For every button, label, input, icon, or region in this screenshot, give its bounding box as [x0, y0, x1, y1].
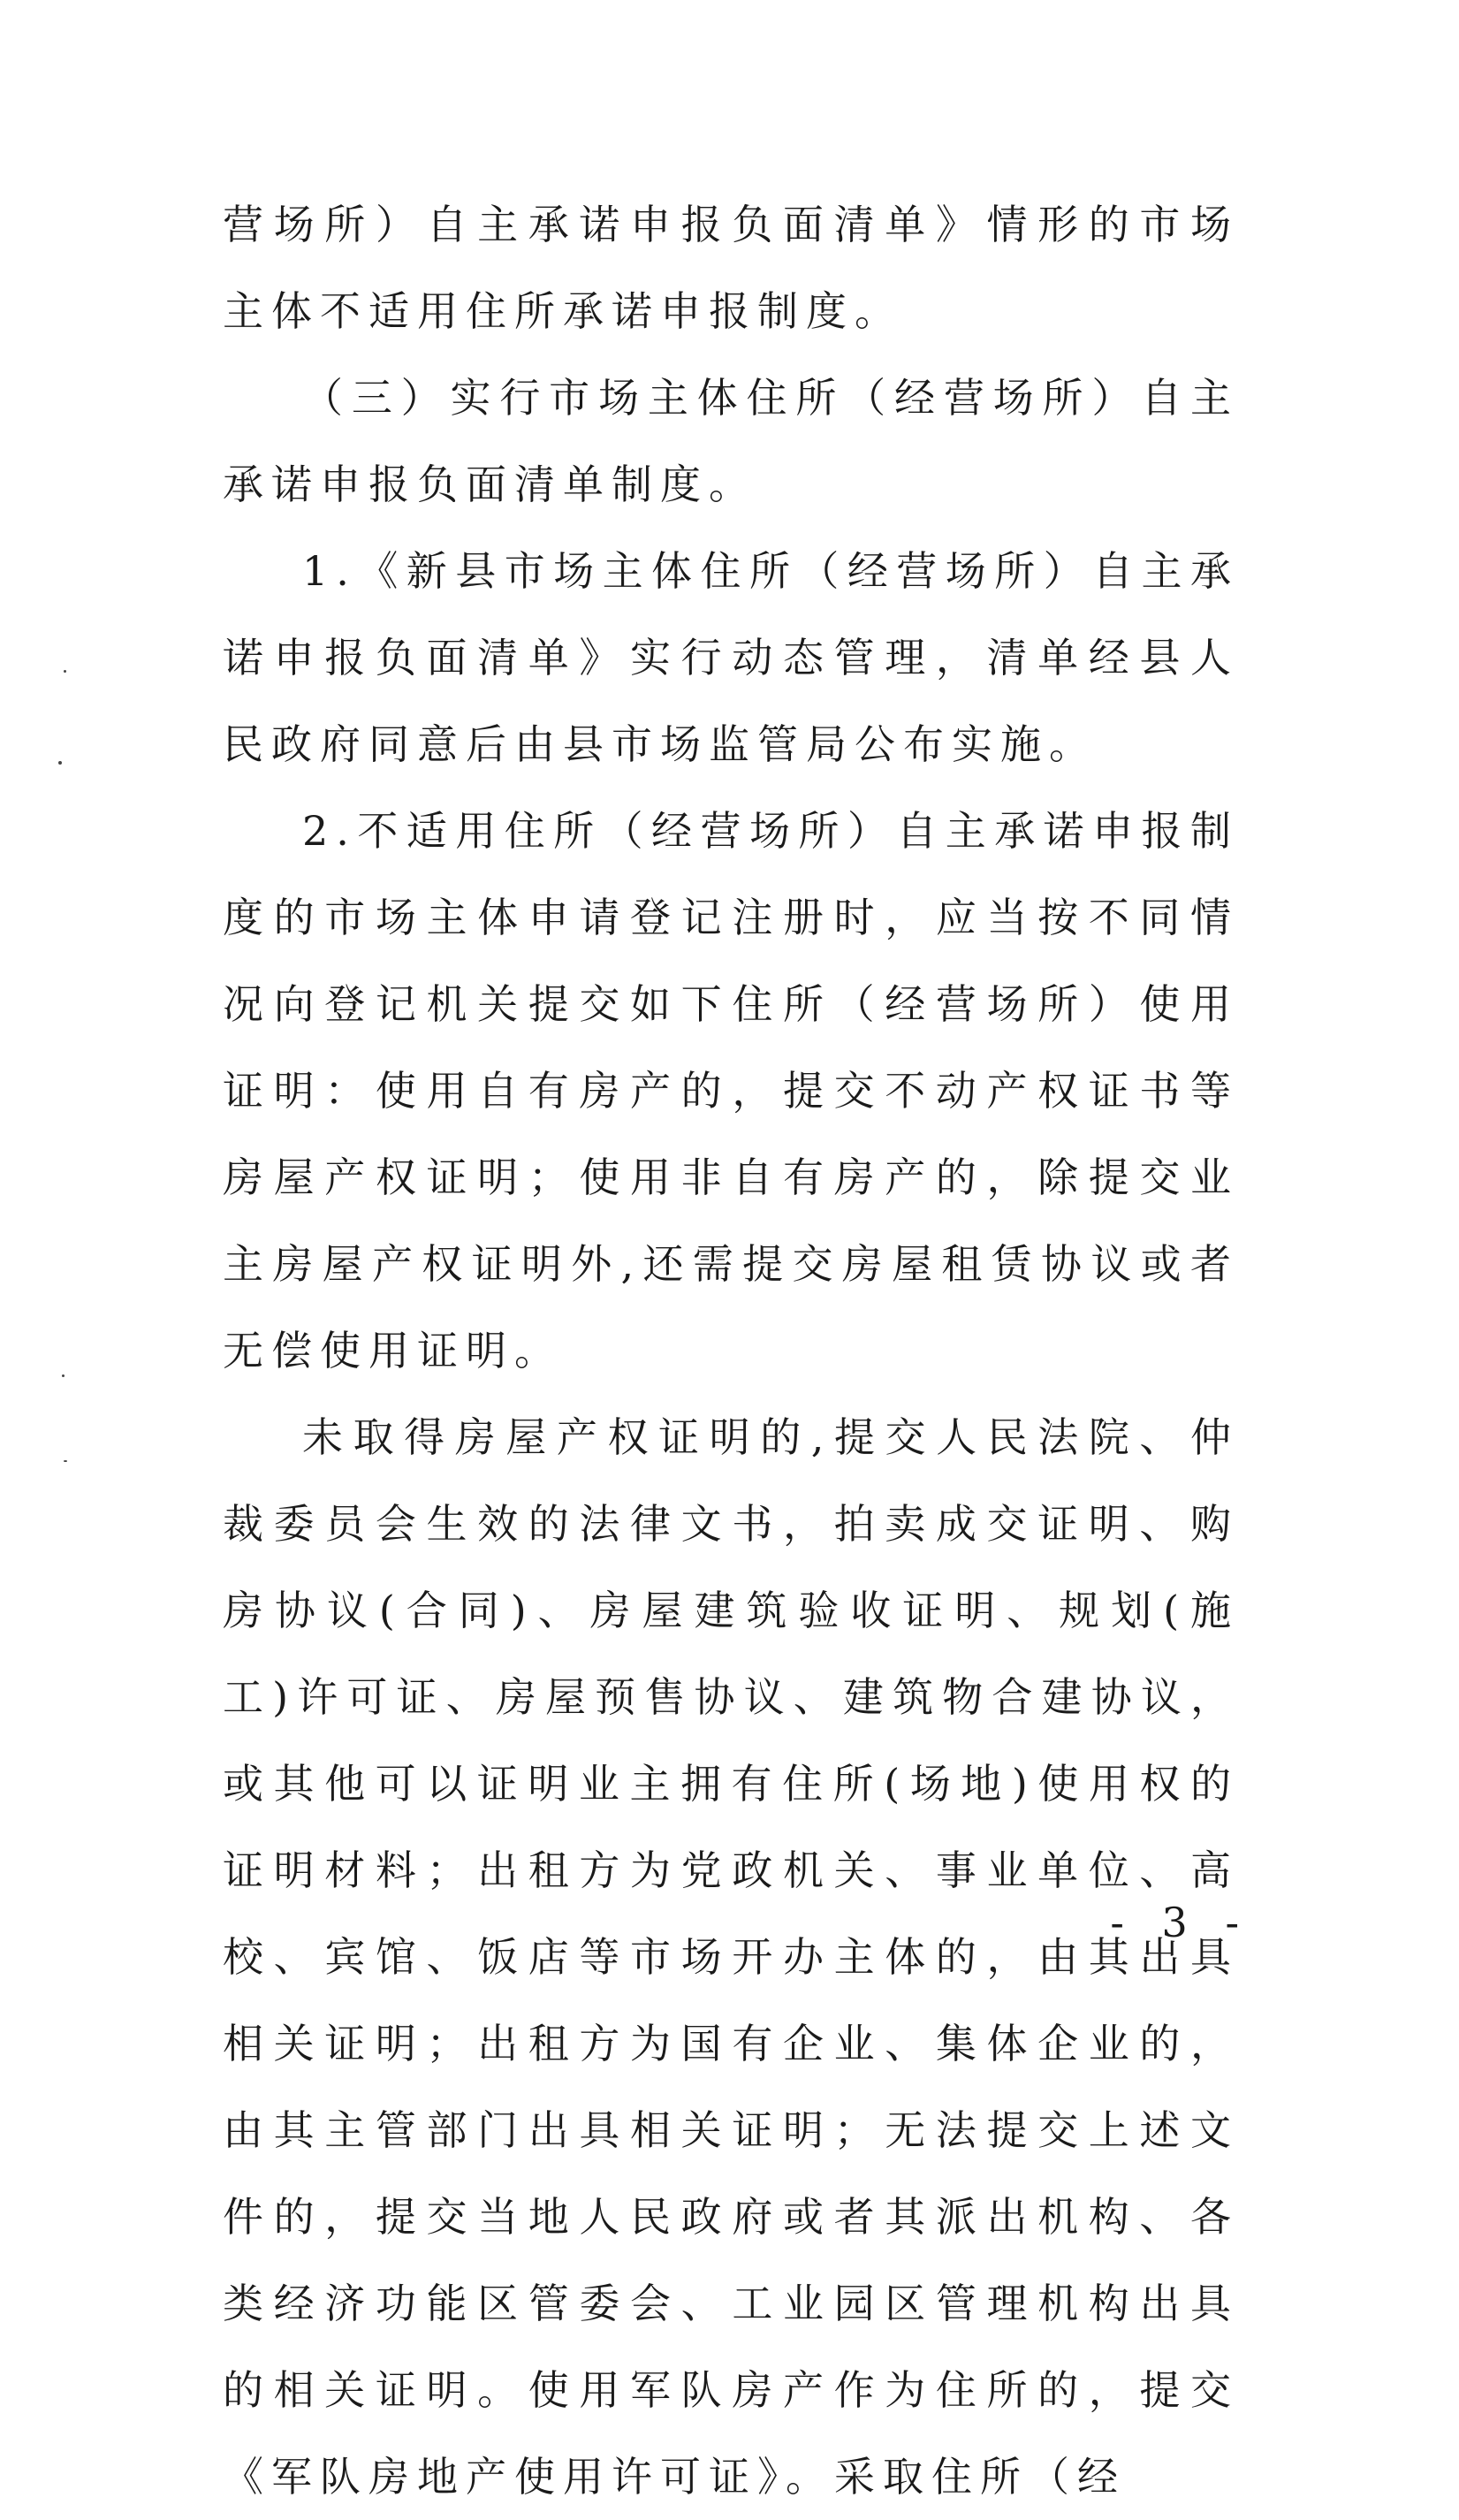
page-number: - 3 - [1110, 1899, 1251, 1946]
paragraph-no-property-certificate: 未取得房屋产权证明的,提交人民法院、仲裁委员会生效的法律文书，拍卖成交证明、购房协议(合同)、房屋建筑验收证明、规划(施工)许可证、房屋预售协议、建筑物合建协议，或其他可以证明业主拥有住所(场地)使用权的证明材料；出租方为党政机关、事业单位、高校、宾馆、饭店等市场开办主体的，由其出具相关证明；出租方为国有企业、集体企业的，由其主管部门出具相关证明；无法提交上述文件的，提交当地人民政府或者其派出机构、各类经济功能区管委会、工业园区管理机构出具的相关证明。使用军队房产作为住所的，提交《军队房地产使用许可证》。采取住所（经 [223, 1413, 1239, 2501]
paragraph-section-three-heading: （三）实行市场主体住所（经营场所）自主承诺申报负面清单制度。 [223, 374, 1239, 508]
scan-speck [58, 761, 62, 765]
scan-speck [62, 1374, 65, 1377]
scan-speck [64, 670, 66, 673]
paragraph-continuation: 营场所）自主承诺申报负面清单》情形的市场主体不适用住所承诺申报制度。 [223, 201, 1239, 335]
paragraph-item-2: 2.不适用住所（经营场所）自主承诺申报制度的市场主体申请登记注册时，应当按不同情况向登记机关提交如下住所（经营场所）使用证明：使用自有房产的，提交不动产权证书等房屋产权证明；使用非自有房产的，除提交业主房屋产权证明外,还需提交房屋租赁协议或者无偿使用证明。 [223, 807, 1239, 1374]
paragraph-item-1: 1.《新县市场主体住所（经营场所）自主承诺申报负面清单》实行动态管理，清单经县人民政府同意后由县市场监管局公布实施。 [223, 547, 1239, 768]
document-body [223, 181, 1239, 2520]
scan-speck [64, 1460, 67, 1462]
